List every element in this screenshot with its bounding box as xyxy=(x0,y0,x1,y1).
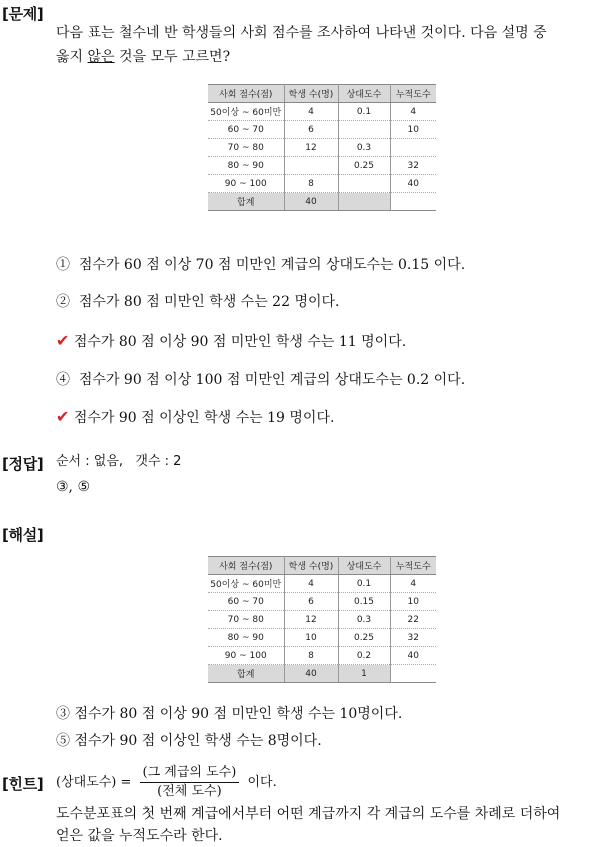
choice-2: ② 점수가 80 점 미만인 학생 수는 22 명이다. xyxy=(56,294,340,310)
table-row xyxy=(208,175,436,193)
table-cell: 6 xyxy=(284,593,338,611)
col-header-score: 사회 점수(점) xyxy=(208,557,284,575)
table-row xyxy=(208,103,436,121)
underlined-word: 않은 xyxy=(87,49,115,65)
table-cell: 40 xyxy=(390,175,436,193)
choice-1: ① 점수가 60 점 이상 70 점 미만인 계급의 상대도수는 0.15 이다. xyxy=(56,257,466,273)
table-row xyxy=(208,593,436,611)
col-header-score: 사회 점수(점) xyxy=(208,85,284,103)
check-mark-icon: ✔ xyxy=(56,331,70,350)
table-row xyxy=(208,575,436,593)
table-cell: 32 xyxy=(390,157,436,175)
table-cell: 70 ~ 80 xyxy=(208,139,284,157)
table-cell: 0.3 xyxy=(338,611,390,629)
table-cell: 8 xyxy=(284,175,338,193)
table-cell: 8 xyxy=(284,647,338,665)
table-cell: 0.3 xyxy=(338,139,390,157)
col-header-relative-freq: 상대도수 xyxy=(338,85,390,103)
table-cell: 4 xyxy=(284,575,338,593)
table-cell xyxy=(338,121,390,139)
col-header-cumulative-freq: 누적도수 xyxy=(390,557,436,575)
hint-label: [힌트] xyxy=(2,775,44,793)
table-cell: 10 xyxy=(390,121,436,139)
table-total-row xyxy=(208,193,436,211)
answer-label: [정답] xyxy=(2,455,44,473)
table-cell: 10 xyxy=(284,629,338,647)
choice-3: ✔ 점수가 80 점 이상 90 점 미만인 학생 수는 11 명이다. xyxy=(56,331,407,350)
table-cell: 1 xyxy=(338,665,390,683)
table-row xyxy=(208,629,436,647)
frequency-table-solution xyxy=(208,556,436,683)
explanation-label: [해설] xyxy=(2,526,44,544)
table-cell: 80 ~ 90 xyxy=(208,157,284,175)
table-cell: 60 ~ 70 xyxy=(208,593,284,611)
frequency-table-question xyxy=(208,84,436,211)
hint-formula: (상대도수) = $\frac{\text{(그 계급의 도수)}}{\text{(전체 도수)}}$ 이다. xyxy=(56,765,277,799)
table-cell: 4 xyxy=(390,575,436,593)
table-cell: 50이상 ~ 60미만 xyxy=(208,103,284,121)
table-total-row xyxy=(208,665,436,683)
table-cell: 4 xyxy=(284,103,338,121)
hint-line2: 도수분포표의 첫 번째 계급에서부터 어떤 계급까지 각 계급의 도수를 차례로 더하여 xyxy=(56,806,561,822)
table-cell: 12 xyxy=(284,139,338,157)
col-header-relative-freq: 상대도수 xyxy=(338,557,390,575)
choice-4: ④ 점수가 90 점 이상 100 점 미만인 계급의 상대도수는 0.2 이다. xyxy=(56,372,466,388)
explanation-line2: ⑤ 점수가 90 점 이상인 학생 수는 8명이다. xyxy=(56,733,322,749)
table-cell: 40 xyxy=(390,647,436,665)
problem-label: [문제] xyxy=(2,5,44,23)
table-cell: 40 xyxy=(284,665,338,683)
table-cell: 10 xyxy=(390,593,436,611)
table-cell: 40 xyxy=(284,193,338,211)
table-cell: 50이상 ~ 60미만 xyxy=(208,575,284,593)
fraction: $\frac{\text{(그 계급의 도수)}}{\text{(전체 도수)}}$ xyxy=(140,764,240,801)
table-cell: 합계 xyxy=(208,665,284,683)
table-cell: 0.2 xyxy=(338,647,390,665)
table-cell xyxy=(390,139,436,157)
table-cell: 70 ~ 80 xyxy=(208,611,284,629)
table-cell: 80 ~ 90 xyxy=(208,629,284,647)
table-cell: 0.1 xyxy=(338,103,390,121)
table-cell: 0.15 xyxy=(338,593,390,611)
answer-line2: ③, ⑤ xyxy=(56,479,91,495)
table-row xyxy=(208,611,436,629)
table-cell xyxy=(390,665,436,683)
table-cell: 6 xyxy=(284,121,338,139)
table-cell: 90 ~ 100 xyxy=(208,647,284,665)
table-cell: 0.25 xyxy=(338,629,390,647)
table-cell: 4 xyxy=(390,103,436,121)
table-cell: 90 ~ 100 xyxy=(208,175,284,193)
answer-line1: 순서 : 없음, 갯수 : 2 xyxy=(56,454,182,469)
hint-line3: 얻은 값을 누적도수라 한다. xyxy=(56,828,223,844)
table-row xyxy=(208,139,436,157)
col-header-students: 학생 수(명) xyxy=(284,85,338,103)
table-cell xyxy=(284,157,338,175)
table-cell: 12 xyxy=(284,611,338,629)
table-cell: 0.1 xyxy=(338,575,390,593)
table-cell: 60 ~ 70 xyxy=(208,121,284,139)
problem-text-line1: 다음 표는 철수네 반 학생들의 사회 점수를 조사하여 나타낸 것이다. 다음 설명 중 xyxy=(56,25,547,41)
table-row xyxy=(208,647,436,665)
col-header-students: 학생 수(명) xyxy=(284,557,338,575)
table-cell: 합계 xyxy=(208,193,284,211)
col-header-cumulative-freq: 누적도수 xyxy=(390,85,436,103)
explanation-line1: ③ 점수가 80 점 이상 90 점 미만인 학생 수는 10명이다. xyxy=(56,706,403,722)
table-cell: 32 xyxy=(390,629,436,647)
table-cell xyxy=(338,175,390,193)
table-cell xyxy=(338,193,390,211)
table-cell: 0.25 xyxy=(338,157,390,175)
table-cell: 22 xyxy=(390,611,436,629)
choice-5: ✔ 점수가 90 점 이상인 학생 수는 19 명이다. xyxy=(56,407,335,426)
check-mark-icon: ✔ xyxy=(56,407,70,426)
table-cell xyxy=(390,193,436,211)
problem-text-line2: 옳지 않은 것을 모두 고르면? xyxy=(56,49,231,65)
table-row xyxy=(208,121,436,139)
table-row xyxy=(208,157,436,175)
